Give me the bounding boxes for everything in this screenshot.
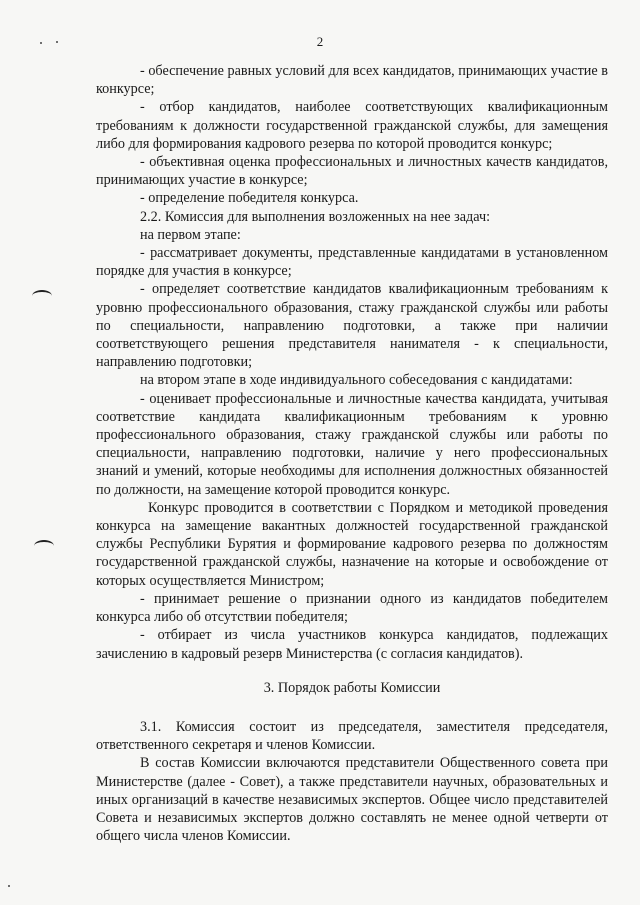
section-heading: 3. Порядок работы Комиссии [263, 679, 441, 696]
paragraph: на первом этапе: [140, 226, 241, 243]
paragraph: - принимает решение о признании одного из кандидатов победителем конкурса либо об отсутствии победителя; [96, 590, 608, 626]
document-body [96, 62, 608, 845]
paragraph: - рассматривает документы, представленные кандидатами в установленном порядке для участия в конкурсе; [96, 245, 608, 280]
paragraph: - отбирает из числа участников конкурса кандидатов, подлежащих зачислению в кадровый резерв Министерства (с согласия кандидатов). [96, 627, 608, 662]
paragraph: 3.1. Комиссия состоит из председателя, заместителя председателя, ответственного секретаря и членов Комиссии. [96, 718, 608, 754]
paragraph: 2.2. Комиссия для выполнения возложенных на нее задач: [140, 208, 491, 225]
page-number: 2 [316, 34, 324, 49]
paragraph: - отбор кандидатов, наиболее соответствующих квалификационным требованиям к должности государственной гражданской службы, для замещения либо для формирования кадрового резерва по которой проводится конкурс; [96, 99, 608, 152]
paragraph: - оценивает профессиональные и личностные качества кандидата, учитывая соответствие кандидата квалификационным требованиям к уровню профессионального образования, стажу гражданской службы или работы по специальности, направлению подготовки, наличие у него профессиональных знаний и умений, которые необходимы для исполнения должностных обязанностей по должности, на замещение которой проводится конкурс. [96, 390, 608, 498]
paragraph: В состав Комиссии включаются представители Общественного совета при Министерстве (далее - Совет), а также представители научных, образовательных и иных организаций в качестве независимых экспертов. Общее число представителей Совета и независимых экспертов должно составлять не менее одной четверти от общего числа членов Комиссии. [96, 755, 608, 845]
hole-punch-mark [32, 290, 52, 302]
paragraph: - определение победителя конкурса. [140, 190, 359, 207]
paragraph: - определяет соответствие кандидатов квалификационным требованиям к уровню профессионального образования, стажу гражданской службы или работы по специальности, направлению подготовки, а также при наличии соответствующего решения представителя нанимателя - к специальности, направлению подготовки; [96, 281, 608, 371]
paragraph: - обеспечение равных условий для всех кандидатов, принимающих участие в конкурсе; [96, 63, 608, 98]
paragraph: - объективная оценка профессиональных и личностных качеств кандидатов, принимающих участие в конкурсе; [96, 154, 608, 189]
paragraph: на втором этапе в ходе индивидуального собеседования с кандидатами: [140, 372, 573, 389]
scan-speck [8, 885, 10, 887]
hole-punch-mark [34, 540, 54, 552]
paragraph: Конкурс проводится в соответствии с Порядком и методикой проведения конкурса на замещение вакантных должностей государственной гражданской службы Республики Бурятия и формирование кадрового резерва по должностям государственной гражданской службы, назначение на которые и освобождение от которых осуществляется Министром; [96, 499, 608, 589]
